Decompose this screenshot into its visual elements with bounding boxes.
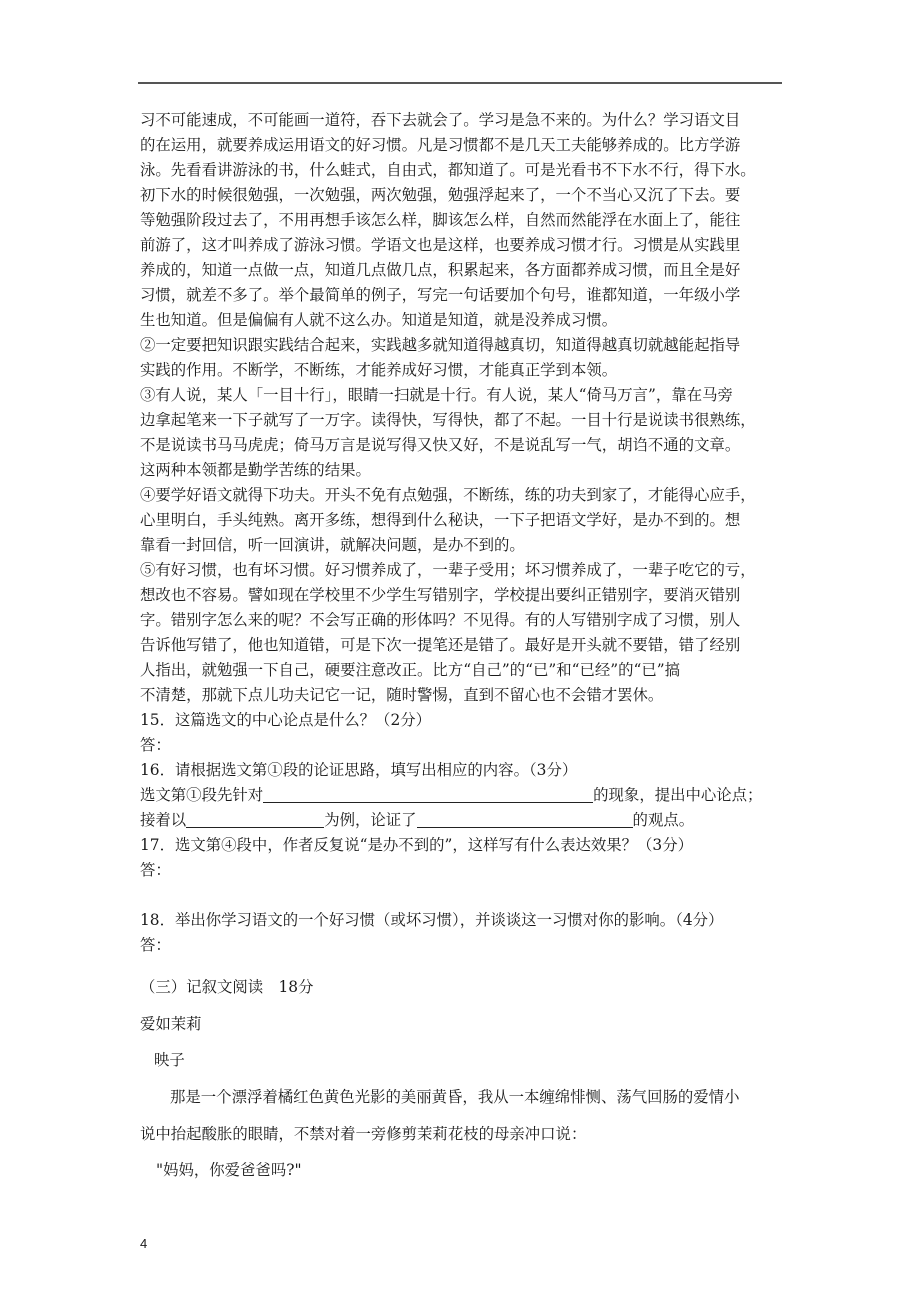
story-title: 爱如茉莉 (140, 1015, 202, 1033)
passage-line: 不是说读书马马虎虎；倚马万言是说写得又快又好，不是说乱写一气，胡诌不通的文章。 (140, 436, 741, 454)
passage-line: 初下水的时候很勉强，一次勉强，两次勉强，勉强浮起来了，一个不当心又沉了下去。要 (140, 186, 741, 204)
passage-line: ③有人说，某人「一目十行」，眼睛一扫就是十行。有人说，某人“倚马万言”，靠在马旁 (140, 386, 733, 404)
passage-line: 泳。先看看讲游泳的书，什么蛙式，自由式，都知道了。可是光看书不下水不行，得下水。 (140, 161, 756, 179)
story-paragraph-line-1: 那是一个漂浮着橘红色黄色光影的美丽黄昏，我从一本缠绵悱恻、荡气回肠的爱情小 (170, 1088, 740, 1106)
answer-label-18: 答： (140, 936, 171, 954)
passage-line: 想改也不容易。譬如现在学校里不少学生写错别字，学校提出要纠正错别字，要消灭错别 (140, 586, 741, 604)
passage-line: ②一定要把知识跟实践结合起来，实践越多就知道得越真切，知道得越真切就越能起指导 (140, 336, 741, 354)
passage-line: 习惯，就差不多了。举个最简单的例子，写完一句话要加个句号，谁都知道，一年级小学 (140, 286, 741, 304)
question-16: 16．请根据选文第①段的论证思路，填写出相应的内容。（3分） (140, 761, 578, 779)
question-18: 18．举出你学习语文的一个好习惯（或坏习惯），并谈谈这一习惯对你的影响。（4分） (140, 911, 724, 929)
answer-blank-3[interactable] (417, 809, 633, 828)
page-number: 4 (140, 1236, 148, 1251)
q16-text-c: 接着以 (140, 811, 187, 829)
passage-line: 前游了，这才叫养成了游泳习惯。学语文也是这样，也要养成习惯才行。习惯是从实践里 (140, 236, 741, 254)
passage-line: 的在运用，就要养成运用语文的好习惯。凡是习惯都不是几天工夫能够养成的。比方学游 (140, 136, 741, 154)
question-16-fill-line-1 (140, 783, 785, 808)
passage-line: 实践的作用。不断学，不断练，才能养成好习惯，才能真正学到本领。 (140, 361, 618, 379)
q16-text-d: 为例，论证了 (324, 811, 417, 829)
passage-and-questions (140, 108, 785, 958)
q16-text-b: 的现象，提出中心论点； (593, 786, 763, 804)
answer-label-17: 答： (140, 861, 171, 879)
passage-line: 习不可能速成，不可能画一道符，吞下去就会了。学习是急不来的。为什么？学习语文目 (140, 111, 741, 129)
q16-text-a: 选文第①段先针对 (140, 786, 264, 804)
story-author: 映子 (154, 1051, 185, 1069)
answer-blank-2[interactable] (186, 809, 324, 828)
question-16-fill-line-2 (140, 808, 785, 833)
answer-blank-1[interactable] (263, 784, 593, 803)
header-rule (138, 82, 782, 84)
passage-line: 不清楚，那就下点儿功夫记它一记，随时警惕，直到不留心也不会错才罢休。 (140, 686, 664, 704)
passage-line: 边拿起笔来一下子就写了一万字。读得快，写得快，都了不起。一目十行是说读书很熟练， (140, 411, 756, 429)
passage-line: 告诉他写错了，他也知道错，可是下次一提笔还是错了。最好是开头就不要错，错了经别 (140, 636, 741, 654)
passage-text (140, 108, 785, 708)
section-heading: （三）记叙文阅读 18分 (140, 978, 314, 996)
passage-line: 养成的，知道一点做一点，知道几点做几点，积累起来，各方面都养成习惯，而且全是好 (140, 261, 741, 279)
passage-line: 这两种本领都是勤学苦练的结果。 (140, 461, 371, 479)
question-17: 17．选文第④段中，作者反复说“是办不到的”，这样写有什么表达效果？（3分） (140, 836, 694, 854)
answer-label-15: 答： (140, 736, 171, 754)
passage-line: 人指出，就勉强一下自己，硬要注意改正。比方“自己”的“已”和“已经”的“已”搞 (140, 661, 681, 679)
passage-line: 字。错别字怎么来的呢？不会写正确的形体吗？不见得。有的人写错别字成了习惯，别人 (140, 611, 741, 629)
passage-line: 等勉强阶段过去了，不用再想手该怎么样，脚该怎么样，自然而然能浮在水面上了，能往 (140, 211, 741, 229)
story-quote: "妈妈，你爱爸爸吗?" (156, 1161, 302, 1179)
q16-text-e: 的观点。 (632, 811, 695, 829)
question-15: 15．这篇选文的中心论点是什么？（2分） (140, 711, 432, 729)
story-paragraph-line-2: 说中抬起酸胀的眼睛，不禁对着一旁修剪茉莉花枝的母亲冲口说： (140, 1125, 587, 1143)
passage-line: 生也知道。但是偏偏有人就不这么办。知道是知道，就是没养成习惯。 (140, 311, 618, 329)
passage-line: ⑤有好习惯，也有坏习惯。好习惯养成了，一辈子受用；坏习惯养成了，一辈子吃它的亏， (140, 561, 756, 579)
passage-line: 心里明白，手头纯熟。离开多练，想得到什么秘诀，一下子把语文学好，是办不到的。想 (140, 511, 741, 529)
passage-line: 靠看一封回信，听一回演讲，就解决问题，是办不到的。 (140, 536, 525, 554)
passage-line: ④要学好语文就得下功夫。开头不免有点勉强，不断练，练的功夫到家了，才能得心应手， (140, 486, 756, 504)
